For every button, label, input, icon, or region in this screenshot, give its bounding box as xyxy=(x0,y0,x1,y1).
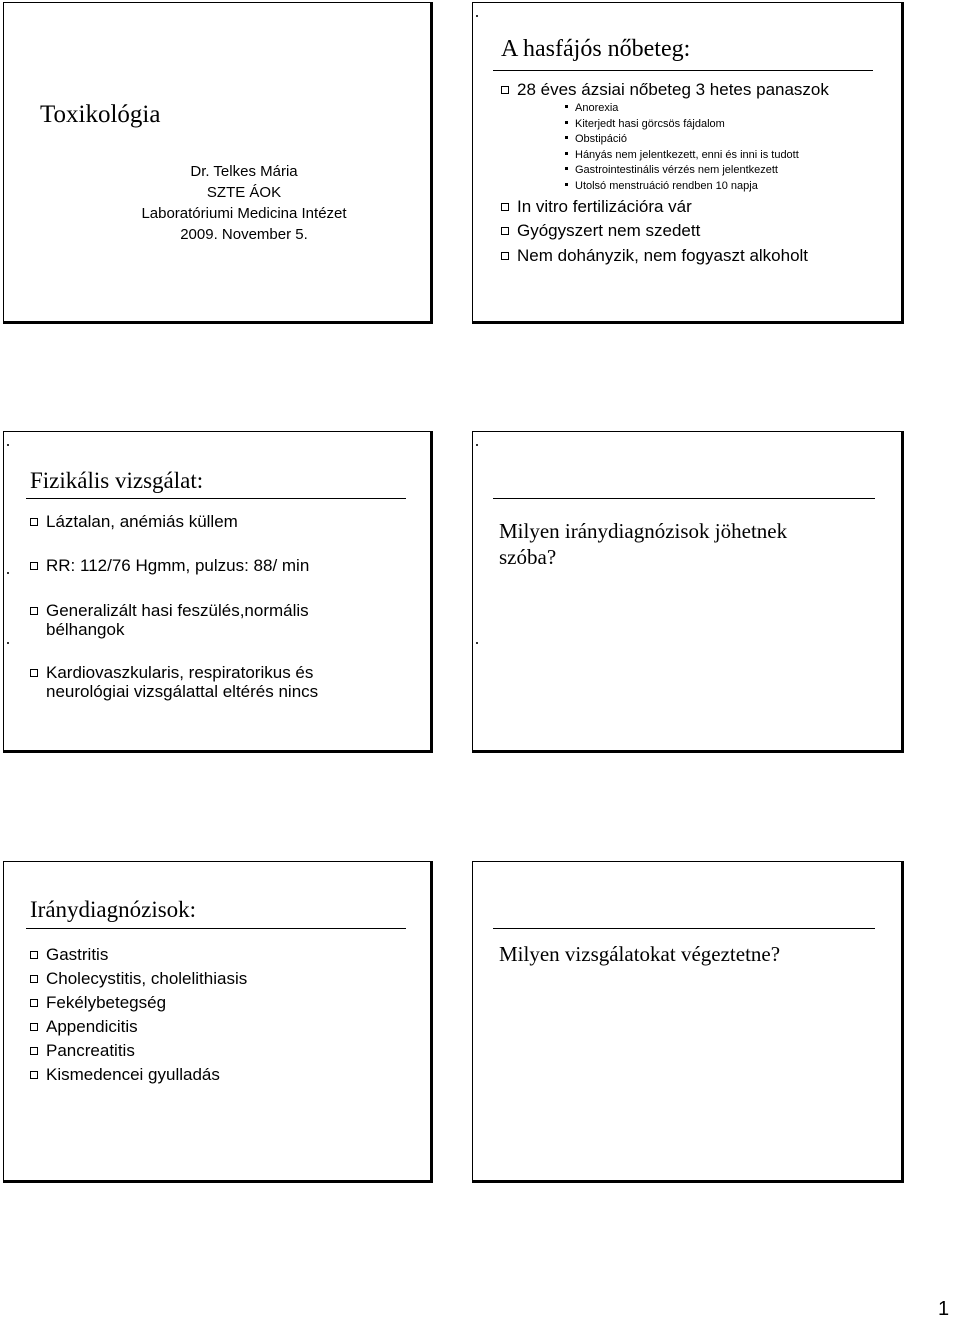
list-item: Cholecystitis, cholelithiasis xyxy=(30,967,247,991)
exam-bullet-4: Kardiovaszkularis, respiratorikus és neurológiai vizsgálattal eltérés nincs xyxy=(30,663,318,701)
slide-title-heading: Toxikológia xyxy=(40,101,161,128)
small-square-bullet-icon xyxy=(565,183,568,186)
subitem: Obstipáció xyxy=(565,132,799,148)
case-subitems xyxy=(565,101,799,194)
exam-title: Fizikális vizsgálat: xyxy=(30,468,204,493)
square-bullet-icon xyxy=(30,975,38,983)
small-square-bullet-icon xyxy=(565,167,568,170)
tests-question: Milyen vizsgálatokat végeztetne? xyxy=(499,942,781,966)
small-square-bullet-icon xyxy=(565,136,568,139)
exam-bullet-2: RR: 112/76 Hgmm, pulzus: 88/ min xyxy=(30,556,309,576)
department: Laboratóriumi Medicina Intézet xyxy=(141,205,347,222)
square-bullet-icon xyxy=(30,1023,38,1031)
title-rule xyxy=(493,70,873,71)
square-bullet-icon xyxy=(30,518,38,526)
square-bullet-icon xyxy=(30,1071,38,1079)
title-rule xyxy=(26,498,406,499)
case-bullet-2: In vitro fertilizációra vár xyxy=(501,197,692,217)
subitem: Utolsó menstruáció rendben 10 napja xyxy=(565,179,799,195)
institution: SZTE ÁOK xyxy=(206,184,282,201)
case-bullet-1: 28 éves ázsiai nőbeteg 3 hetes panaszok xyxy=(501,80,829,100)
square-bullet-icon xyxy=(501,86,509,94)
subitem: Anorexia xyxy=(565,101,799,117)
square-bullet-icon xyxy=(501,227,509,235)
slide-question-diagnoses xyxy=(472,431,904,753)
diagnoses-title: Iránydiagnózisok: xyxy=(30,897,197,922)
square-bullet-icon xyxy=(30,607,38,615)
subitem: Kiterjedt hasi görcsös fájdalom xyxy=(565,117,799,133)
square-bullet-icon xyxy=(501,203,509,211)
slide-exam xyxy=(3,431,433,753)
title-rule xyxy=(493,928,875,929)
small-square-bullet-icon xyxy=(565,121,568,124)
small-square-bullet-icon xyxy=(565,105,568,108)
slide-case xyxy=(472,2,904,324)
square-bullet-icon xyxy=(30,1047,38,1055)
slide-diagnoses xyxy=(3,861,433,1183)
square-bullet-icon xyxy=(30,562,38,570)
exam-bullet-1: Láztalan, anémiás küllem xyxy=(30,512,238,532)
subitem: Hányás nem jelentkezett, enni és inni is tudott xyxy=(565,148,799,164)
title-rule xyxy=(493,498,875,499)
subitem: Gastrointestinális vérzés nem jelentkezett xyxy=(565,163,799,179)
square-bullet-icon xyxy=(501,252,509,260)
question-text: Milyen iránydiagnózisok jöhetnek szóba? xyxy=(499,519,788,569)
list-item: Fekélybetegség xyxy=(30,991,247,1015)
case-bullet-4: Nem dohányzik, nem fogyaszt alkoholt xyxy=(501,246,808,266)
list-item: Pancreatitis xyxy=(30,1039,247,1063)
square-bullet-icon xyxy=(30,999,38,1007)
slide-title xyxy=(3,2,433,324)
square-bullet-icon xyxy=(30,951,38,959)
list-item: Appendicitis xyxy=(30,1015,247,1039)
case-bullet-3: Gyógyszert nem szedett xyxy=(501,221,700,241)
date: 2009. November 5. xyxy=(180,226,308,243)
list-item: Gastritis xyxy=(30,943,247,967)
case-title: A hasfájós nőbeteg: xyxy=(501,36,691,62)
author-name: Dr. Telkes Mária xyxy=(190,163,298,180)
title-rule xyxy=(26,928,406,929)
page-number: 1 xyxy=(938,1298,950,1320)
exam-bullet-3: Generalizált hasi feszülés,normális bélhangok xyxy=(30,601,309,639)
diagnoses-list xyxy=(30,943,247,1087)
small-square-bullet-icon xyxy=(565,152,568,155)
slide-question-tests xyxy=(472,861,904,1183)
author-block xyxy=(104,161,384,245)
square-bullet-icon xyxy=(30,669,38,677)
list-item: Kismedencei gyulladás xyxy=(30,1063,247,1087)
